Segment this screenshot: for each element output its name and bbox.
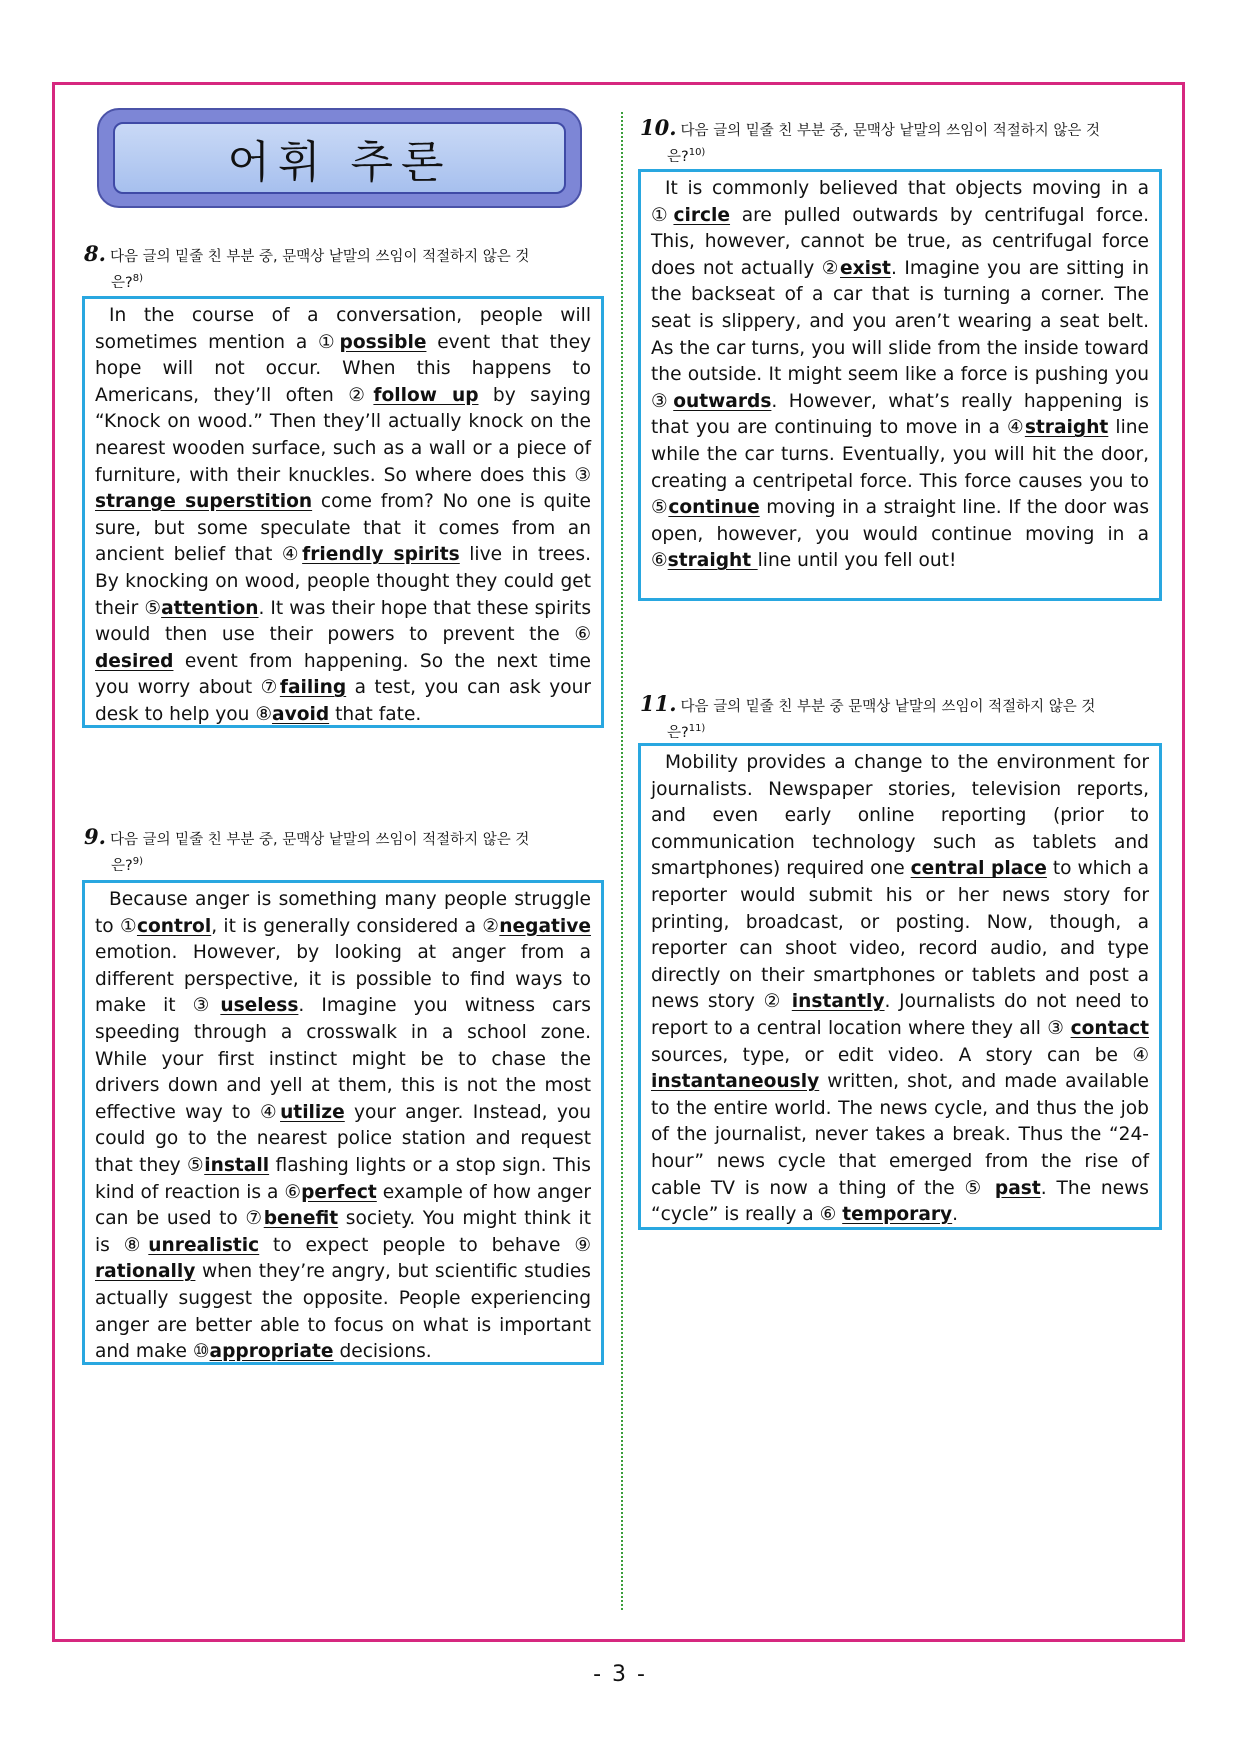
question-prompt-cont: 은? [111, 857, 133, 874]
question-prompt-cont: 은? [667, 724, 689, 741]
passage-text: Because anger is something many people struggle to ① [95, 889, 591, 937]
title-badge-inner [113, 122, 566, 194]
question-number: 10. [640, 115, 677, 140]
underlined-word: useless [220, 995, 299, 1017]
passage-text: line while the car turns. Eventually, you will hit the door, creating a centripetal force. This force causes you to ⑤ [651, 417, 1149, 519]
underlined-word: follow up [373, 384, 479, 406]
underlined-word: exist [840, 257, 891, 279]
question-11-heading [640, 693, 1168, 744]
underlined-word: rationally [95, 1261, 196, 1283]
underlined-word: instantaneously [651, 1071, 820, 1093]
underlined-word: failing [279, 677, 347, 699]
passage-text: . The news “cycle” is really a ⑥ [651, 1177, 1149, 1226]
question-10-heading [640, 117, 1168, 168]
passage-text: live in trees. By knocking on wood, people thought they could get their ⑤ [95, 544, 591, 619]
underlined-word: attention [161, 597, 259, 619]
footnote-mark: 11) [688, 723, 706, 734]
question-8-heading [84, 243, 612, 294]
page-title: 어휘 추론 [227, 137, 452, 188]
footnote-mark: 9) [132, 856, 143, 867]
question-prompt: 다음 글의 밑줄 친 부분 중, 문맥상 낱말의 쓰임이 적절하지 않은 것 [109, 832, 530, 848]
passage-text: . However, what’s really happening is that you are continuing to move in a ④ [651, 390, 1149, 439]
passage-text: a test, you can ask your desk to help you ⑧ [95, 677, 592, 725]
passage-text: to which a reporter would submit his or her news story for printing, broadcast, or posting. Now, though, a reporter can shoot video, record audio, and type directly on their smartphones or tablets and post a news story ② [651, 858, 1149, 1013]
passage-text: come from? No one is quite sure, but some speculate that it comes from an ancient belief that ④ [95, 491, 591, 566]
underlined-word: perfect [301, 1181, 377, 1203]
underlined-word: avoid [272, 703, 330, 725]
passage-text: . Journalists do not need to report to a central location where they all ③ [651, 991, 1149, 1039]
passage-text: emotion. However, by looking at anger from a different perspective, it is possible to find ways to make it ③ [95, 942, 591, 1017]
passage-text: to expect people to behave ⑨ [259, 1234, 591, 1256]
question-prompt: 다음 글의 밑줄 친 부분 중, 문맥상 낱말의 쓰임이 적절하지 않은 것 [680, 123, 1101, 139]
passage-text: line until you fell out! [757, 550, 957, 572]
underlined-word: contact [1070, 1017, 1149, 1039]
underlined-word: utilize [280, 1101, 345, 1123]
question-9-passage [82, 880, 604, 1365]
question-8-passage [82, 296, 604, 728]
page-number: - 3 - [593, 1662, 647, 1687]
passage-text: decisions. [333, 1341, 432, 1363]
passage-text: , it is generally considered a ② [211, 915, 500, 937]
underlined-word: past [994, 1177, 1041, 1199]
passage-text: are pulled outwards by centrifugal force. This, however, cannot be true, as centrifugal force does not actually ② [651, 204, 1149, 279]
passage-text: written, shot, and made available to the entire world. The news cycle, and thus the job of the journalist, never takes a break. Thus the “24-hour” news cycle that emerged from the rise of cable TV is now a thing of the ⑤ [651, 1071, 1149, 1199]
column-divider [621, 112, 623, 1610]
passage-text: . Imagine you are sitting in the backseat of a car that is turning a corner. The seat is slippery, and you aren’t wearing a seat belt. As the car turns, you will slide from the inside toward the outside. It might seem like a force is pushing you ③ [651, 257, 1149, 412]
passage-text: that fate. [329, 703, 422, 725]
passage-text: by saying “Knock on wood.” Then they’ll actually knock on the nearest wooden surface, such as a wall or a piece of furniture, with their knuckles. So where does this ③ [95, 384, 591, 486]
underlined-word: straight [1024, 417, 1109, 439]
underlined-word: unrealistic [148, 1234, 260, 1256]
question-9-heading [84, 826, 612, 877]
underlined-word: negative [499, 915, 591, 937]
footnote-mark: 8) [132, 273, 143, 284]
underlined-word: circle [673, 204, 731, 226]
underlined-word: temporary [842, 1204, 953, 1226]
question-prompt-cont: 은? [111, 274, 133, 291]
underlined-word: outwards [673, 390, 772, 412]
passage-text: It is commonly believed that objects moving in a ① [651, 178, 1149, 226]
passage-text: your anger. Instead, you could go to the nearest police station and request that they ⑤ [95, 1101, 591, 1176]
passage-text: Mobility provides a change to the environment for journalists. Newspaper stories, television reports, and even early online reporting (prior to communication technology such as tablets and smartphones) required one [651, 752, 1149, 880]
passage-text: flashing lights or a stop sign. This kind of reaction is a ⑥ [95, 1154, 591, 1203]
passage-text: sources, type, or edit video. A story can be ④ [651, 1044, 1149, 1066]
underlined-word: control [136, 915, 212, 937]
underlined-word: benefit [263, 1208, 339, 1230]
underlined-word: possible [339, 331, 427, 353]
underlined-word: desired [95, 650, 174, 672]
passage-text: moving in a straight line. If the door was open, however, you would continue moving in a ⑥ [651, 497, 1150, 572]
underlined-word: strange superstition [95, 491, 313, 513]
underlined-word: central place [910, 858, 1047, 880]
title-badge [97, 108, 582, 208]
underlined-word: appropriate [209, 1341, 334, 1363]
passage-text: . It was their hope that these spirits would then use their powers to prevent the ⑥ [95, 597, 592, 646]
question-11-passage [638, 743, 1162, 1230]
underlined-word: install [204, 1154, 270, 1176]
underlined-word: continue [668, 497, 760, 519]
passage-text: example of how anger can be used to ⑦ [95, 1181, 591, 1230]
question-10-passage [638, 169, 1162, 601]
question-number: 8. [84, 241, 106, 266]
question-prompt: 다음 글의 밑줄 친 부분 중 문맥상 낱말의 쓰임이 적절하지 않은 것 [680, 699, 1096, 715]
question-prompt: 다음 글의 밑줄 친 부분 중, 문맥상 낱말의 쓰임이 적절하지 않은 것 [109, 249, 530, 265]
question-number: 11. [640, 691, 677, 716]
passage-text: . [952, 1204, 959, 1226]
question-number: 9. [84, 824, 106, 849]
passage-text: In the course of a conversation, people will sometimes mention a ① [95, 305, 591, 353]
passage-text: event that they hope will not occur. When this happens to Americans, they’ll often ② [95, 331, 592, 406]
underlined-word: friendly spirits [302, 544, 460, 566]
footnote-mark: 10) [688, 147, 706, 158]
passage-text: society. You might think it is ⑧ [95, 1208, 591, 1256]
passage-text: when they’re angry, but scientific studies actually suggest the opposite. People experiencing anger are better able to focus on what is important and make ⑩ [95, 1261, 591, 1363]
question-prompt-cont: 은? [667, 148, 689, 165]
passage-text: event from happening. So the next time you worry about ⑦ [95, 650, 591, 699]
underlined-word: instantly [791, 991, 885, 1013]
passage-text: . Imagine you witness cars speeding through a crosswalk in a school zone. While your first instinct might be to chase the drivers down and yell at them, this is not the most effective way to ④ [95, 995, 591, 1123]
underlined-word: straight [667, 550, 758, 572]
